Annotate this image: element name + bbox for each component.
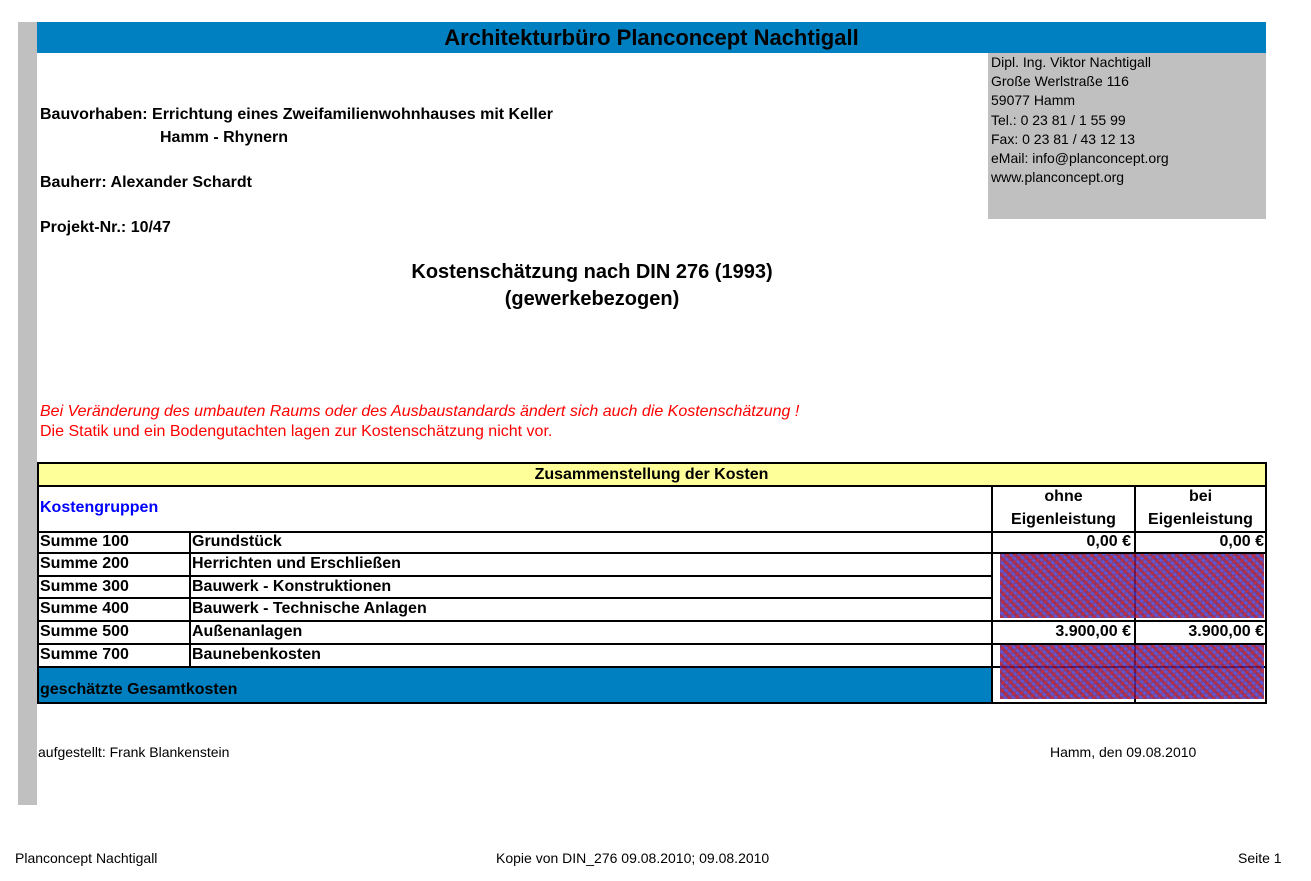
total-label: geschätzte Gesamtkosten	[40, 681, 238, 698]
address-line: eMail: info@planconcept.org	[991, 150, 1169, 167]
col-bei-header-line-2: Eigenleistung	[1148, 511, 1253, 528]
address-line: Fax: 0 23 81 / 43 12 13	[991, 130, 1135, 147]
redaction-mark	[1000, 554, 1264, 618]
kostengruppe-name: Bauwerk - Technische Anlagen	[192, 600, 427, 617]
value-bei: 0,00 €	[1219, 533, 1264, 550]
summe-label: Summe 500	[40, 623, 129, 640]
col-ohne-header-line-2: Eigenleistung	[1011, 511, 1116, 528]
office-title: Architekturbüro Planconcept Nachtigall	[37, 22, 1266, 53]
kostengruppe-name: Grundstück	[192, 533, 282, 550]
report-title: Kostenschätzung nach DIN 276 (1993)	[411, 261, 773, 283]
bauvorhaben-ort: Hamm - Rhynern	[160, 129, 289, 146]
ort-datum: Hamm, den 09.08.2010	[1050, 744, 1197, 760]
summe-label: Summe 400	[40, 600, 129, 617]
kostengruppe-name: Baunebenkosten	[192, 646, 321, 663]
footer-center: Kopie von DIN_276 09.08.2010; 09.08.2010	[496, 850, 770, 866]
address-line: 59077 Hamm	[991, 92, 1076, 109]
summe-label: Summe 700	[40, 646, 129, 663]
value-ohne: 0,00 €	[1086, 533, 1131, 550]
kostengruppe-name: Bauwerk - Konstruktionen	[192, 578, 392, 595]
aufgestellt: aufgestellt: Frank Blankenstein	[38, 744, 230, 760]
left-margin-bar	[18, 22, 37, 805]
kostengruppe-name: Herrichten und Erschließen	[192, 555, 401, 572]
projekt-nummer: Projekt-Nr.: 10/47	[40, 219, 171, 236]
note-line-1: Bei Veränderung des umbauten Raums oder des Ausbaustandards ändert sich auch die Kostenschätzung !	[40, 403, 800, 420]
address-line: Tel.: 0 23 81 / 1 55 99	[991, 111, 1126, 128]
report-subtitle: (gewerkebezogen)	[504, 288, 680, 310]
bauvorhaben: Bauvorhaben: Errichtung eines Zweifamilienwohnhauses mit Keller	[40, 106, 553, 123]
address-line: Dipl. Ing. Viktor Nachtigall	[991, 54, 1152, 70]
col-ohne-header-line-1: ohne	[1044, 488, 1083, 505]
note-line-2: Die Statik und ein Bodengutachten lagen zur Kostenschätzung nicht vor.	[40, 423, 553, 440]
summe-label: Summe 300	[40, 578, 129, 595]
footer-page-number: Seite 1	[1238, 850, 1282, 866]
address-line: www.planconcept.org	[991, 169, 1125, 186]
bauherr: Bauherr: Alexander Schardt	[40, 174, 252, 191]
table-title: Zusammenstellung der Kosten	[534, 466, 769, 483]
footer-left: Planconcept Nachtigall	[15, 850, 158, 866]
summe-label: Summe 200	[40, 555, 129, 572]
address-line: Große Werlstraße 116	[991, 73, 1129, 90]
col-bei-header-line-1: bei	[1188, 488, 1213, 505]
value-bei: 3.900,00 €	[1188, 623, 1264, 640]
cost-table	[37, 462, 1266, 703]
summe-label: Summe 100	[40, 533, 129, 550]
value-ohne: 3.900,00 €	[1055, 623, 1131, 640]
kostengruppe-name: Außenanlagen	[192, 623, 303, 640]
address-box	[988, 53, 1266, 219]
kostengruppen-header: Kostengruppen	[40, 499, 159, 516]
redaction-mark	[1000, 645, 1264, 699]
